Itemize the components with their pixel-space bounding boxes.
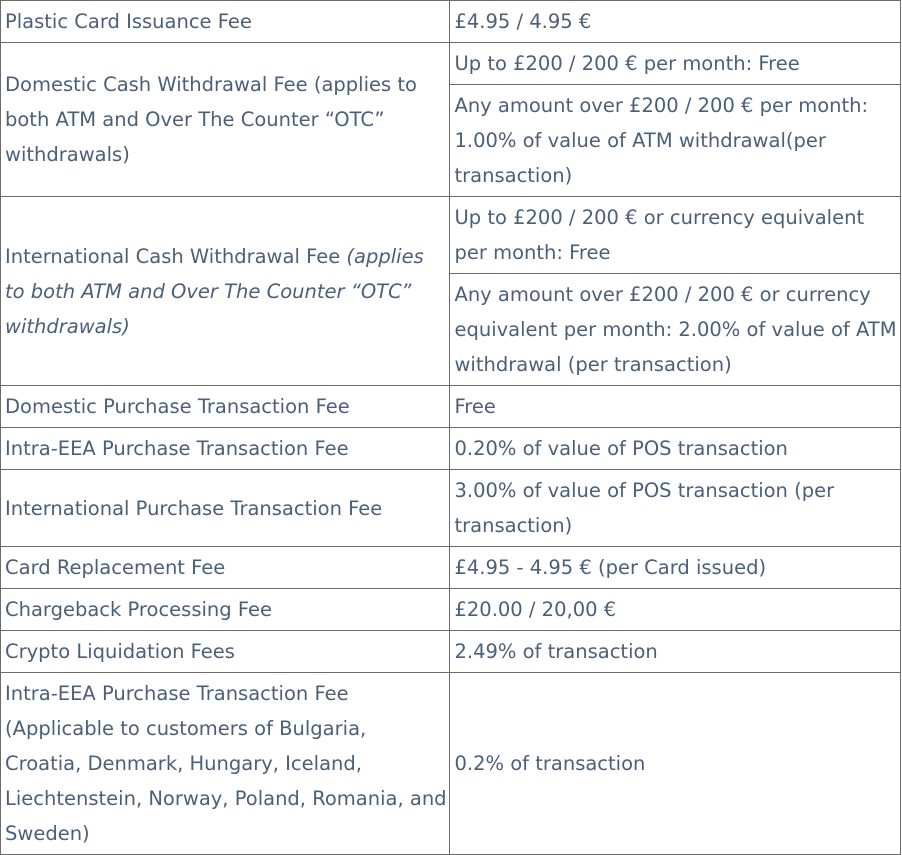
fee-label: Card Replacement Fee <box>1 547 450 589</box>
table-row-plastic-card-issuance <box>1 1 901 43</box>
fee-label: Chargeback Processing Fee <box>1 589 450 631</box>
fee-label: Intra-EEA Purchase Transaction Fee <box>1 428 450 470</box>
fee-value: Up to £200 / 200 € per month: Free <box>450 43 901 85</box>
fee-label-text: International Cash Withdrawal Fee <box>5 244 347 268</box>
fee-label: Plastic Card Issuance Fee <box>1 1 450 43</box>
fee-value: 3.00% of value of POS transaction (per transaction) <box>450 470 901 547</box>
fee-value: Any amount over £200 / 200 € or currency equivalent per month: 2.00% of value of ATM withdrawal (per transaction) <box>450 274 901 386</box>
table-row-international-purchase <box>1 470 901 547</box>
fee-label: Domestic Cash Withdrawal Fee (applies to both ATM and Over The Counter “OTC” withdrawals) <box>1 43 450 197</box>
table-row-crypto-liquidation <box>1 631 901 673</box>
fee-value: £20.00 / 20,00 € <box>450 589 901 631</box>
table-row-international-cash-withdrawal <box>1 197 901 274</box>
fee-value: Any amount over £200 / 200 € per month: 1.00% of value of ATM withdrawal(per transaction) <box>450 85 901 197</box>
fee-label <box>1 197 450 386</box>
fee-value: £4.95 - 4.95 € (per Card issued) <box>450 547 901 589</box>
fee-label-note: (applies to both ATM and Over The Counter “OTC” withdrawals) <box>5 244 424 338</box>
fee-label: International Purchase Transaction Fee <box>1 470 450 547</box>
table-row-intra-eea-purchase <box>1 428 901 470</box>
fee-value: Up to £200 / 200 € or currency equivalent per month: Free <box>450 197 901 274</box>
fee-label: Intra-EEA Purchase Transaction Fee (Applicable to customers of Bulgaria, Croatia, Denmark, Hungary, Iceland, Liechtenstein, Norway, Poland, Romania, and Sweden) <box>1 673 450 855</box>
table-row-chargeback-processing <box>1 589 901 631</box>
fee-label: Domestic Purchase Transaction Fee <box>1 386 450 428</box>
table-row-domestic-cash-withdrawal <box>1 43 901 85</box>
table-row-intra-eea-purchase-special <box>1 673 901 855</box>
fee-value: 0.20% of value of POS transaction <box>450 428 901 470</box>
fee-value: 0.2% of transaction <box>450 673 901 855</box>
fee-value: £4.95 / 4.95 € <box>450 1 901 43</box>
fee-value: 2.49% of transaction <box>450 631 901 673</box>
table-row-domestic-purchase <box>1 386 901 428</box>
fee-label: Crypto Liquidation Fees <box>1 631 450 673</box>
table-row-card-replacement <box>1 547 901 589</box>
fee-value: Free <box>450 386 901 428</box>
